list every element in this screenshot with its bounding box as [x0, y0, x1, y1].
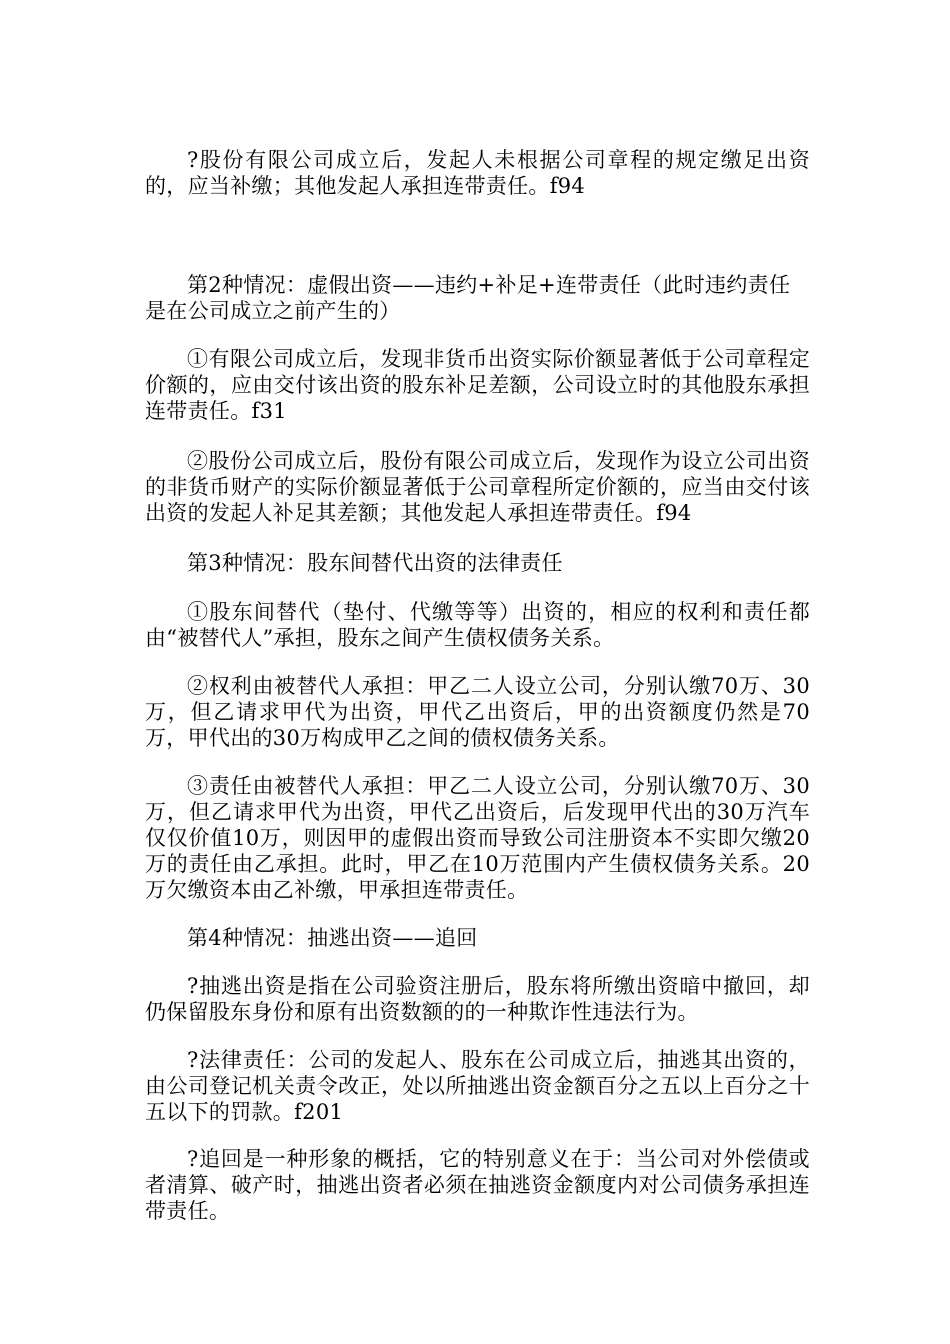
- paragraph-llc-non-monetary: ①有限公司成立后，发现非货币出资实际价额显著低于公司章程定价额的，应由交付该出资的股东补足差额，公司设立时的其他股东承担连带责任。f31: [145, 347, 810, 423]
- paragraph-liability-example: ③责任由被替代人承担：甲乙二人设立公司，分别认缴70万、30万，但乙请求甲代为出资，甲代乙出资后，后发现甲代出的30万汽车仅仅价值10万，则因甲的虚假出资而导致公司注册资本不实即欠缴20万的责任由乙承担。此时，甲乙在10万范围内产生债权债务关系。20万欠缴资本由乙补缴，甲承担连带责任。: [145, 774, 810, 902]
- heading-case-3-substitute-contribution: 第3种情况：股东间替代出资的法律责任: [187, 551, 563, 575]
- paragraph-supplementary-payment: ?股份有限公司成立后，发起人未根据公司章程的规定缴足出资的，应当补缴；其他发起人承担连带责任。f94: [145, 148, 810, 198]
- paragraph-joint-stock-non-monetary: ②股份公司成立后，股份有限公司成立后，发现作为设立公司出资的非货币财产的实际价额显著低于公司章程所定价额的，应当由交付该出资的发起人补足其差额；其他发起人承担连带责任。f94: [145, 449, 810, 525]
- paragraph-legal-liability: ?法律责任：公司的发起人、股东在公司成立后，抽逃其出资的，由公司登记机关责令改正，处以所抽逃出资金额百分之五以上百分之十五以下的罚款。f201: [145, 1048, 810, 1124]
- heading-case-4-withdrawal: 第4种情况：抽逃出资——追回: [187, 926, 478, 950]
- paragraph-recovery-meaning: ?追回是一种形象的概括，它的特别意义在于：当公司对外偿债或者清算、破产时，抽逃出资者必须在抽逃资金额度内对公司债务承担连带责任。: [145, 1147, 810, 1223]
- paragraph-rights-example: ②权利由被替代人承担：甲乙二人设立公司，分别认缴70万、30万，但乙请求甲代为出资，甲代乙出资后，甲的出资额度仍然是70万，甲代出的30万构成甲乙之间的债权债务关系。: [145, 674, 810, 750]
- paragraph-substitute-general: ①股东间替代（垫付、代缴等等）出资的，相应的权利和责任都由“被替代人”承担，股东之间产生债权债务关系。: [145, 600, 810, 650]
- paragraph-withdrawal-definition: ?抽逃出资是指在公司验资注册后，股东将所缴出资暗中撤回，却仍保留股东身份和原有出资数额的的一种欺诈性违法行为。: [145, 974, 810, 1024]
- heading-case-2-false-contribution: 第2种情况：虚假出资——违约+补足+连带责任（此时违约责任是在公司成立之前产生的）: [145, 273, 791, 323]
